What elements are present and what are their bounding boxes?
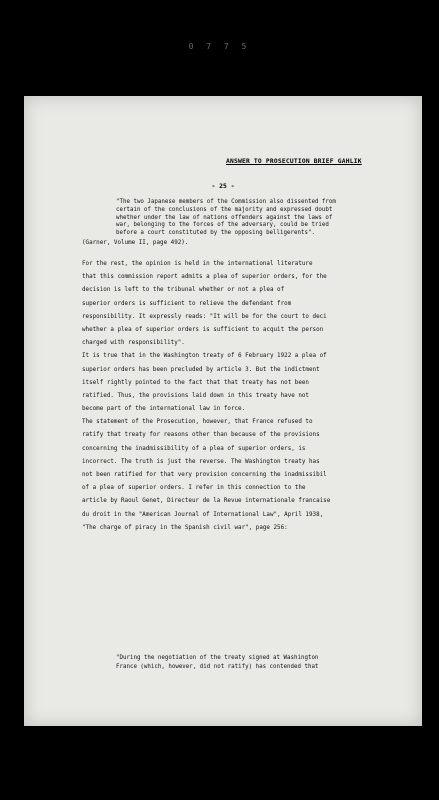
body-line: "The charge of piracy in the Spanish civil war", page 256: (82, 524, 288, 531)
body-line: superior orders is sufficient to relieve the defendant from (82, 300, 292, 307)
body-line: itself rightly pointed to the fact that that treaty has not been (82, 379, 309, 386)
microfilm-frame-number: 0 7 7 5 (188, 42, 251, 51)
quote-line: France (which, however, did not ratify) has contended that (116, 664, 319, 671)
body-line: du droit in the "American Journal of International Law", April 1938, (82, 511, 324, 518)
body-line: For the rest, the opinion is held in the international literature (82, 261, 313, 267)
quote-line: certain of the conclusions of the majority and expressed doubt (116, 206, 333, 213)
body-line: whether a plea of superior orders is sufficient to acquit the person (82, 326, 324, 333)
body-line: superior orders has been precluded by article 3. But the indictment (82, 366, 320, 373)
citation: (Garner, Volume II, page 492). (82, 240, 189, 246)
quote-line: war, belonging to the forces of the adversary, could be tried (116, 222, 329, 229)
document-page (24, 96, 422, 726)
body-line: incorrect. The truth is just the reverse. The Washington treaty has (82, 458, 320, 465)
quote-line: "During the negotiation of the treaty signed at Washington (116, 655, 319, 661)
page-number: - 25 - (211, 182, 235, 190)
body-line: ratified. Thus, the provisions laid down in this treaty have not (82, 392, 309, 399)
quote-line: whether under the law of nations offenders against the laws of (116, 214, 333, 221)
body-line: of a plea of superior orders. I refer in this connection to the (82, 485, 306, 492)
body-line: responsibility. It expressly reads: "It will be for the court to deci (82, 313, 327, 320)
body-line: decision is left to the tribunal whether or not a plea of (82, 287, 285, 294)
body-line: ratify that treaty for reasons other than because of the provisions (82, 432, 320, 439)
body-line: The statement of the Prosecution, however, that France refused to (82, 419, 313, 426)
body-text (82, 258, 418, 535)
body-line: It is true that in the Washington treaty of 6 February 1922 a plea of (82, 353, 327, 360)
body-line: concerning the inadmissibility of a plea of superior orders, is (82, 445, 306, 452)
body-line: charged with responsibility". (82, 340, 185, 347)
body-line: not been ratified for that very provision concerning the inadmissibil (82, 472, 327, 478)
closing-quote (116, 654, 416, 673)
body-line: article by Raoul Genet, Directeur de la Revue internationale francaise (82, 498, 331, 505)
block-quote (116, 199, 416, 238)
body-line: that this commission report admits a plea of superior orders, for the (82, 274, 327, 281)
document-header: ANSWER TO PROSECUTION BRIEF GAHLIK (226, 158, 362, 165)
quote-line: "The two Japanese members of the Commission also dissented from (116, 199, 336, 205)
body-line: become part of the international law in force. (82, 406, 246, 413)
quote-line: before a court constituted by the opposing belligerents". (116, 230, 315, 237)
